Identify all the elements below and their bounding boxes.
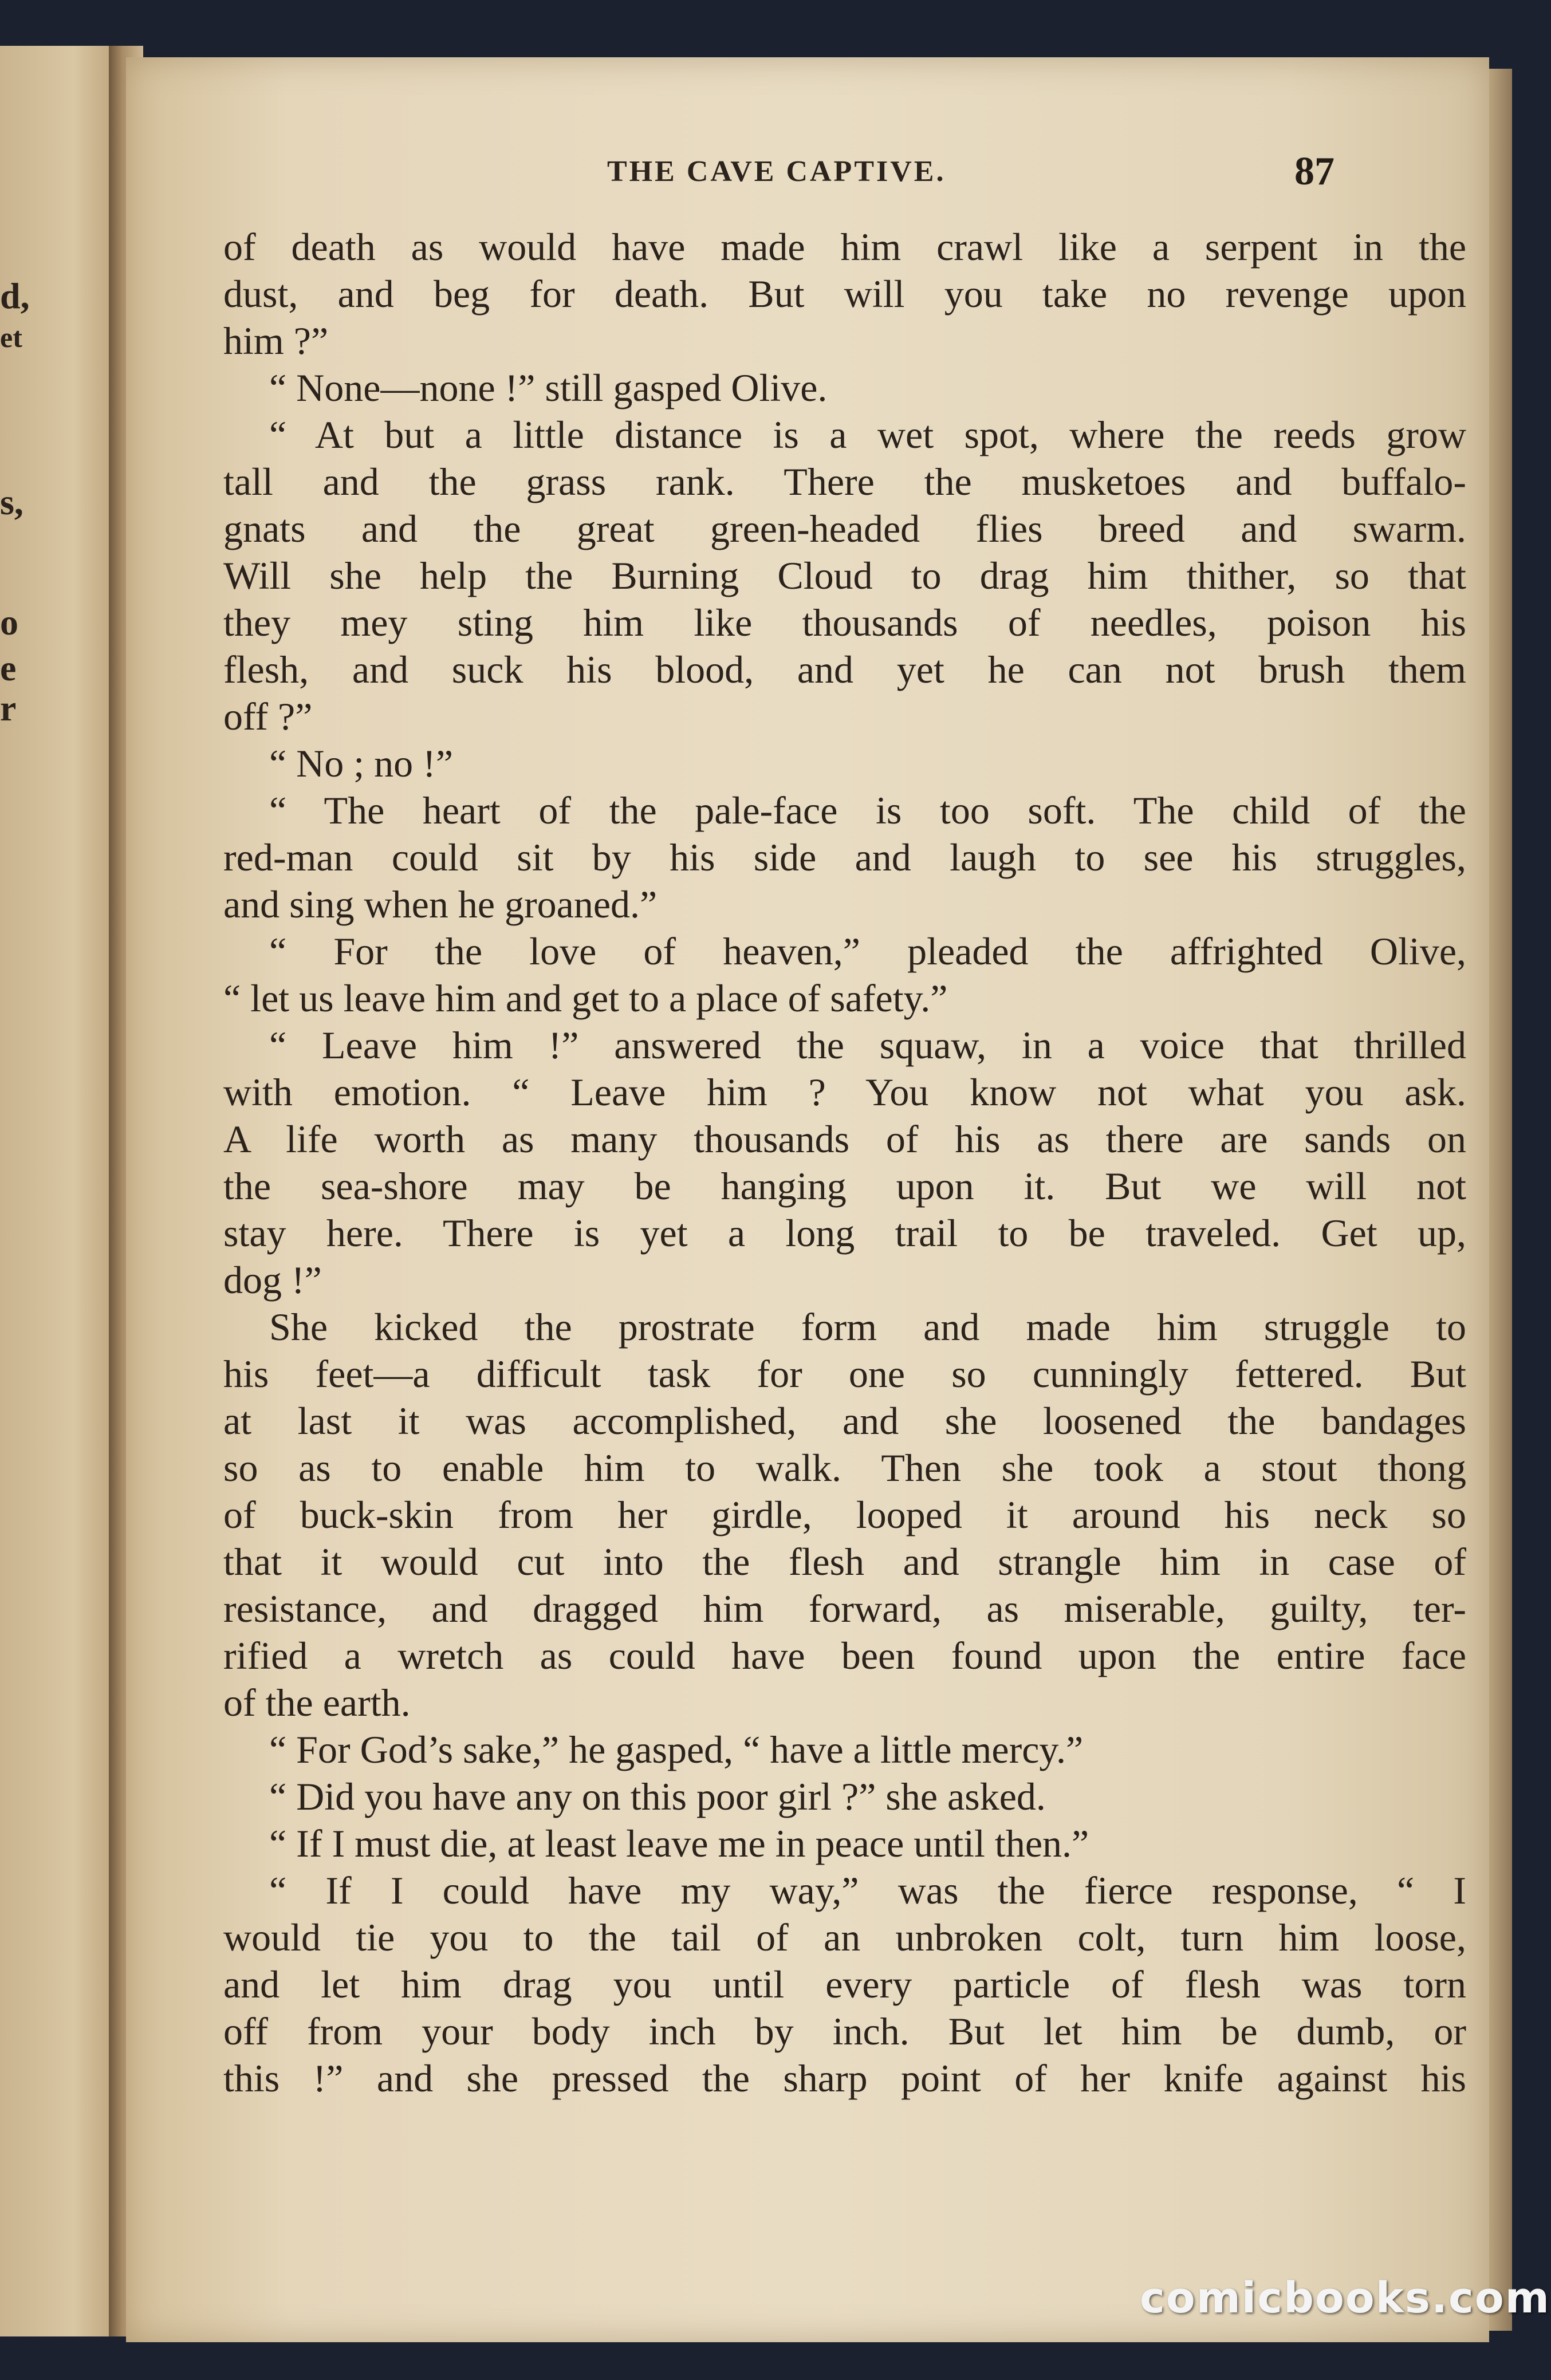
text-line: this !” and she pressed the sharp point of her knife against his — [223, 2056, 1466, 2100]
text-line: his feet—a difficult task for one so cunningly fettered. But — [223, 1352, 1466, 1396]
text-line: “ For God’s sake,” he gasped, “ have a little mercy.” — [269, 1728, 1084, 1771]
text-line: dust, and beg for death. But will you take no revenge upon — [223, 272, 1466, 316]
text-line: “ If I must die, at least leave me in peace until then.” — [269, 1822, 1089, 1865]
text-line: would tie you to the tail of an unbroken colt, turn him loose, — [223, 1916, 1466, 1959]
text-line: that it would cut into the flesh and strangle him in case of — [223, 1540, 1466, 1583]
book-page — [126, 57, 1489, 2342]
text-line: the sea-shore may be hanging upon it. But we will not — [223, 1164, 1466, 1208]
text-line: at last it was accomplished, and she loosened the bandages — [223, 1399, 1466, 1443]
text-line: “ For the love of heaven,” pleaded the affrighted Olive, — [269, 929, 1466, 973]
text-line: “ None—none !” still gasped Olive. — [269, 366, 828, 409]
text-line: so as to enable him to walk. Then she took a stout thong — [223, 1446, 1466, 1490]
left-page-fragment: d, — [0, 275, 30, 316]
left-page-edge — [0, 46, 127, 2336]
text-line: “ No ; no !” — [269, 742, 454, 785]
text-line: stay here. There is yet a long trail to be traveled. Get up, — [223, 1211, 1466, 1255]
text-line: him ?” — [223, 319, 329, 362]
left-page-fragment: e — [0, 648, 17, 688]
text-line: gnats and the great green-headed flies breed and swarm. — [223, 507, 1466, 550]
text-line: Will she help the Burning Cloud to drag him thither, so that — [223, 554, 1466, 597]
text-line: and sing when he groaned.” — [223, 882, 658, 926]
text-line: of death as would have made him crawl like a serpent in the — [223, 225, 1466, 269]
text-line: and let him drag you until every particle of flesh was torn — [223, 1963, 1466, 2006]
running-head: THE CAVE CAPTIVE. — [607, 155, 946, 188]
text-line: they mey sting him like thousands of needles, poison his — [223, 601, 1466, 644]
text-line: “ Leave him !” answered the squaw, in a voice that thrilled — [269, 1023, 1466, 1067]
left-page-fragment: o — [0, 602, 18, 643]
text-line: of buck-skin from her girdle, looped it around his neck so — [223, 1493, 1466, 1536]
text-line: “ If I could have my way,” was the fierce response, “ I — [269, 1869, 1466, 1912]
watermark: comicbooks.com — [1140, 2273, 1550, 2323]
text-line: A life worth as many thousands of his as there are sands on — [223, 1117, 1466, 1161]
text-line: off ?” — [223, 695, 313, 738]
text-line: resistance, and dragged him forward, as miserable, guilty, ter- — [223, 1587, 1466, 1630]
text-line: She kicked the prostrate form and made him struggle to — [269, 1305, 1466, 1349]
left-page-fragment: r — [0, 688, 17, 728]
page-number: 87 — [1294, 149, 1335, 194]
text-line: of the earth. — [223, 1681, 411, 1724]
left-page-fragment: et — [0, 321, 22, 353]
text-line: “ At but a little distance is a wet spot, where the reeds grow — [269, 413, 1466, 456]
text-line: “ Did you have any on this poor girl ?” she asked. — [269, 1775, 1046, 1818]
text-line: “ The heart of the pale-face is too soft. The child of the — [269, 789, 1466, 832]
text-line: rified a wretch as could have been found upon the entire face — [223, 1634, 1466, 1677]
text-line: “ let us leave him and get to a place of safety.” — [223, 976, 948, 1020]
text-line: red-man could sit by his side and laugh to see his struggles, — [223, 836, 1466, 879]
text-line: tall and the grass rank. There the musketoes and buffalo- — [223, 460, 1466, 503]
page-edge — [1489, 69, 1512, 2331]
text-line: flesh, and suck his blood, and yet he can not brush them — [223, 648, 1466, 691]
body-text — [223, 223, 1466, 2102]
text-line: dog !” — [223, 1258, 322, 1302]
text-line: off from your body inch by inch. But let him be dumb, or — [223, 2009, 1466, 2053]
left-page-fragment: s, — [0, 482, 23, 522]
text-line: with emotion. “ Leave him ? You know not what you ask. — [223, 1070, 1466, 1114]
